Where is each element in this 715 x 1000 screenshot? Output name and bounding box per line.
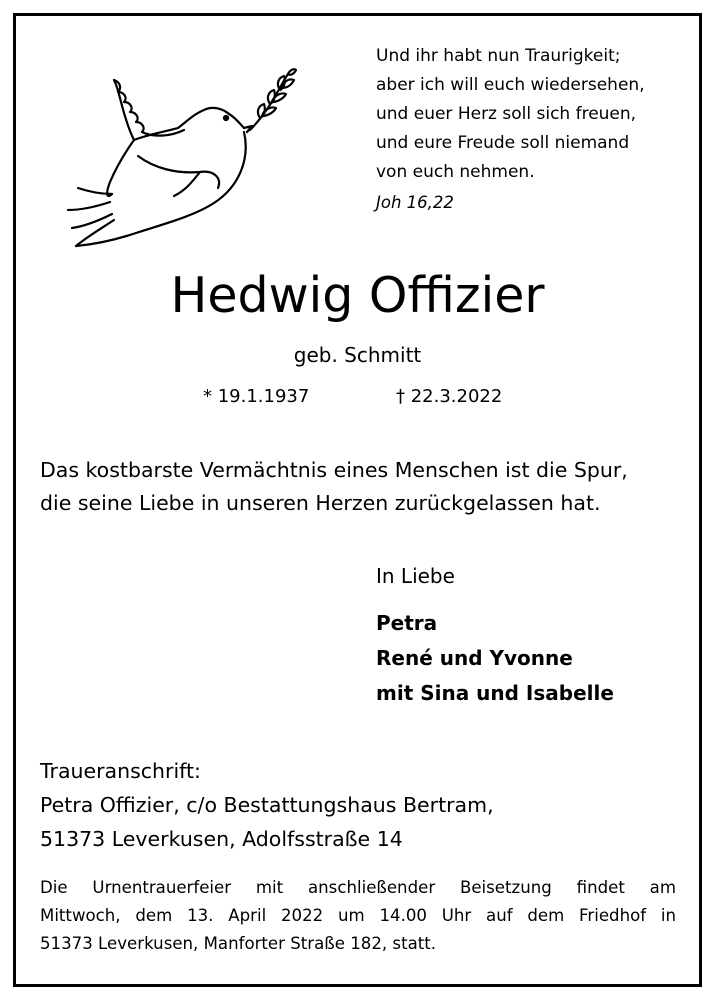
address-line: Petra Offizier, c/o Bestattungshaus Bertram, [40, 793, 494, 817]
verse-line: Und ihr habt nun Traurigkeit; [376, 46, 621, 66]
signer-name: René und Yvonne [376, 646, 573, 670]
deceased-name: Hedwig Offizier [170, 267, 545, 324]
mourning-address [40, 754, 494, 856]
maiden-name: geb. Schmitt [293, 343, 422, 367]
quote-line: die seine Liebe in unseren Herzen zurückgelassen hat. [40, 491, 601, 515]
signoff-intro: In Liebe [376, 564, 455, 588]
dove-with-olive-branch-icon [54, 68, 304, 248]
signer-names [376, 606, 614, 711]
signer-name: mit Sina und Isabelle [376, 681, 614, 705]
birth-date: * 19.1.1937 [203, 386, 310, 407]
funeral-line: Die Urnentrauerfeier mit anschließender Beisetzung findet am [40, 878, 676, 897]
verse-line: aber ich will euch wiedersehen, [376, 75, 645, 95]
death-date: † 22.3.2022 [396, 386, 503, 407]
funeral-line: Mittwoch, dem 13. April 2022 um 14.00 Uhr auf dem Friedhof in [40, 906, 676, 925]
verse-line: von euch nehmen. [376, 162, 535, 182]
quote-line: Das kostbarste Vermächtnis eines Menschen ist die Spur, [40, 458, 628, 482]
signer-name: Petra [376, 611, 438, 635]
address-line: Traueranschrift: [40, 759, 201, 783]
bible-verse [376, 42, 645, 187]
verse-line: und euer Herz soll sich freuen, [376, 104, 637, 124]
address-line: 51373 Leverkusen, Adolfsstraße 14 [40, 827, 403, 851]
funeral-line: 51373 Leverkusen, Manforter Straße 182, statt. [40, 934, 437, 953]
memorial-quote [40, 454, 690, 520]
verse-line: und eure Freude soll niemand [376, 133, 630, 153]
obituary-card [13, 13, 702, 987]
funeral-notice [40, 874, 676, 958]
verse-reference: Joh 16,22 [376, 193, 454, 212]
